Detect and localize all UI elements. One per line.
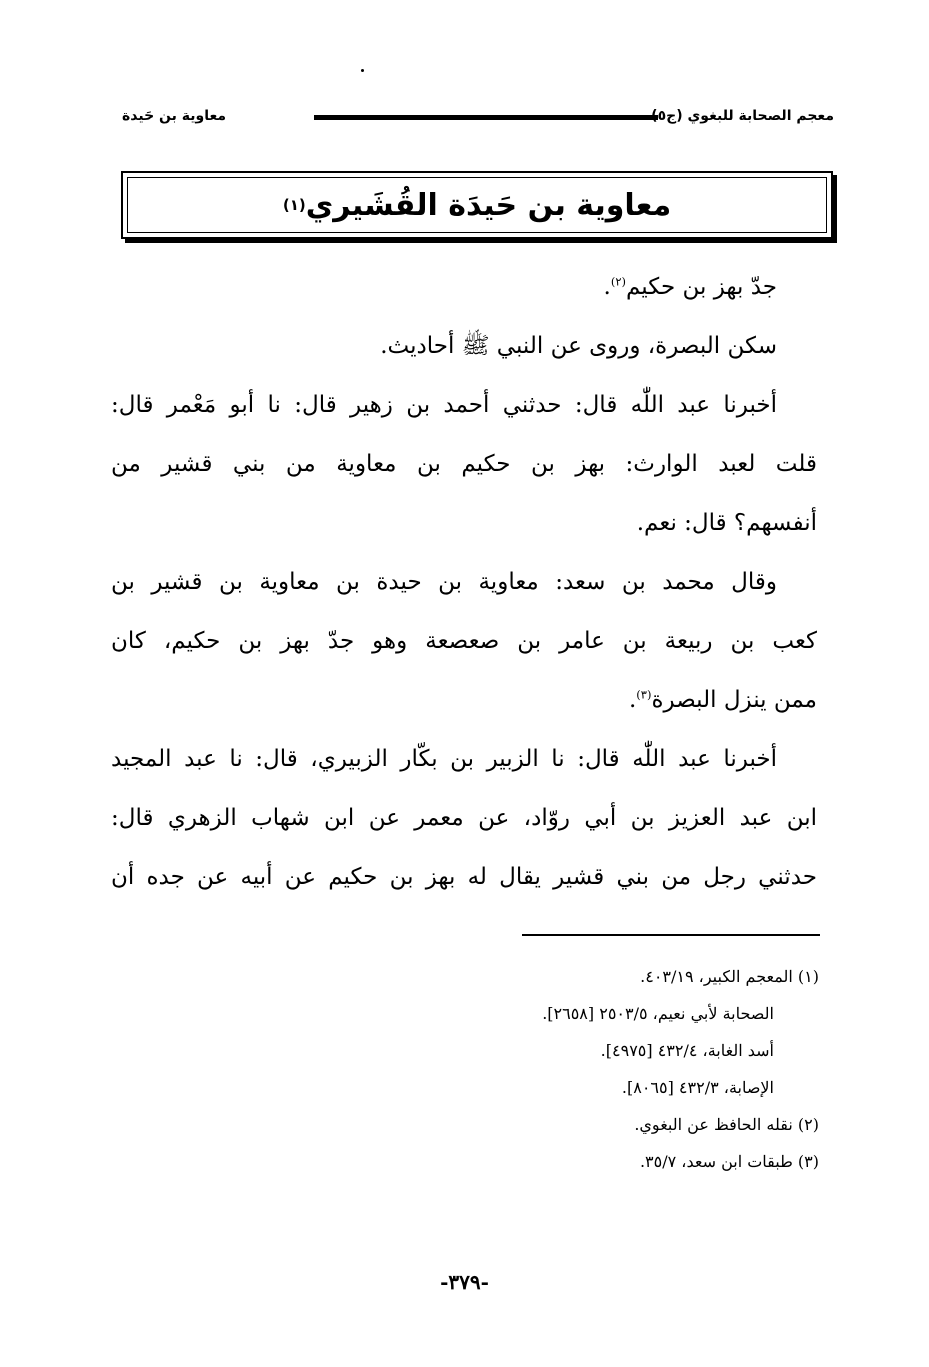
text-line: أخبرنا عبد اللّٰه قال: نا الزبير بن بكّار الزبيري، قال: نا عبد المجيد xyxy=(111,746,777,772)
footnote-1: (١) المعجم الكبير، ٤٠٣/١٩. xyxy=(640,967,819,986)
page-number: -٣٧٩- xyxy=(440,1270,489,1294)
entry-title-text: معاوية بن حَيدَة القُشَيري xyxy=(305,187,672,223)
running-header-book: معجم الصحابة للبغوي (ج٥ xyxy=(657,108,834,124)
body-text xyxy=(111,262,817,911)
footnote-ref-2: (٢) xyxy=(610,274,626,289)
text-line: وقال محمد بن سعد: معاوية بن حيدة بن معاوية بن قشير بن xyxy=(111,569,777,595)
text-line xyxy=(111,675,817,734)
footnote-ref-3: (٣) xyxy=(636,687,652,702)
text-line: حدثني رجل من بني قشير يقال له بهز بن حكيم عن أبيه عن جده أن xyxy=(111,864,817,890)
text-line: قلت لعبد الوارث: بهز بن حكيم بن معاوية من بني قشير من xyxy=(111,451,817,477)
text-line: ابن عبد العزيز بن أبي روّاد، عن معمر عن ابن شهاب الزهري قال: xyxy=(111,805,817,831)
text-line: سكن البصرة، وروى عن النبي ﷺ أحاديث. xyxy=(380,333,777,359)
header-rule xyxy=(314,115,658,120)
text-line: كعب بن ربيعة بن عامر بن صعصعة وهو جدّ بهز بن حكيم، كان xyxy=(111,628,817,654)
footnote-1-source: أسد الغابة، ٤٣٢/٤ [٤٩٧٥]. xyxy=(600,1041,774,1060)
scan-speck xyxy=(361,69,364,72)
footnote-1-source: الإصابة، ٤٣٢/٣ [٨٠٦٥]. xyxy=(621,1078,774,1097)
running-header-entry: معاوية بن حَيدة xyxy=(122,108,227,124)
footnote-1-source: الصحابة لأبي نعيم، ٢٥٠٣/٥ [٢٦٥٨]. xyxy=(542,1004,774,1023)
text-line xyxy=(111,262,817,321)
footnote-2: (٢) نقله الحافظ عن البغوي. xyxy=(634,1115,819,1134)
footnote-3: (٣) طبقات ابن سعد، ٣٥/٧. xyxy=(639,1152,819,1171)
text-line: أنفسهم؟ قال: نعم. xyxy=(636,510,817,536)
text-line: أخبرنا عبد اللّٰه قال: حدثني أحمد بن زهير قال: نا أبو مَعْمر قال: xyxy=(111,392,777,418)
footnote-rule xyxy=(522,934,820,936)
text-span: جدّ بهز بن حكيم xyxy=(626,274,777,300)
text-span: . xyxy=(603,274,611,300)
text-span: ممن ينزل البصرة xyxy=(651,687,817,713)
text-span: . xyxy=(628,687,637,713)
entry-title: معاوية بن حَيدَة القُشَيري (١) xyxy=(127,177,827,233)
footnotes xyxy=(259,962,819,1184)
entry-title-box xyxy=(121,171,833,239)
